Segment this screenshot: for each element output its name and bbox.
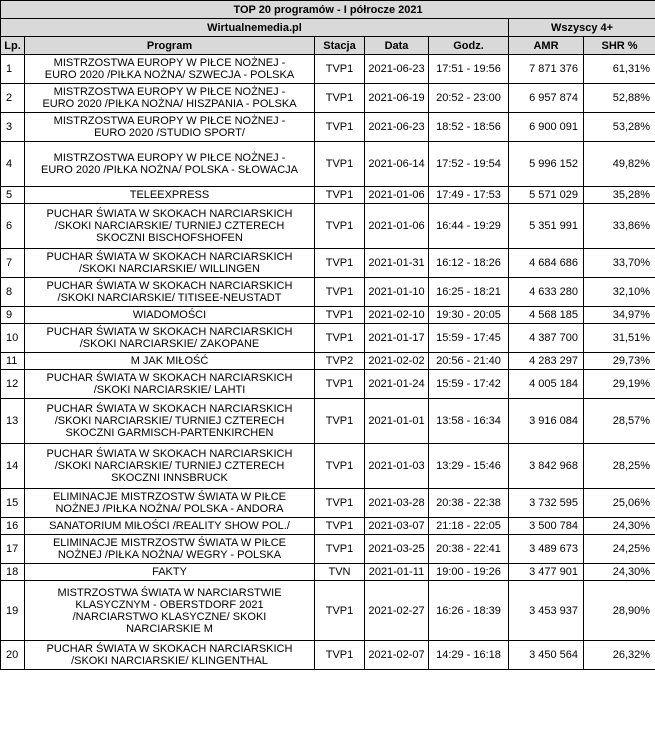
cell-stacja: TVP1	[315, 641, 365, 670]
cell-godz: 18:52 - 18:56	[429, 113, 509, 142]
cell-amr: 4 633 280	[509, 278, 584, 307]
cell-shr: 35,28%	[584, 187, 655, 204]
cell-amr: 3 732 595	[509, 489, 584, 518]
cell-shr: 29,19%	[584, 370, 655, 399]
cell-program	[25, 353, 315, 370]
table-row	[1, 249, 655, 278]
cell-godz: 17:52 - 19:54	[429, 142, 509, 187]
cell-program	[25, 187, 315, 204]
cell-data: 2021-02-27	[365, 581, 429, 641]
cell-program	[25, 324, 315, 353]
cell-amr: 5 571 029	[509, 187, 584, 204]
cell-data: 2021-01-01	[365, 399, 429, 444]
cell-amr: 3 916 084	[509, 399, 584, 444]
cell-amr: 4 387 700	[509, 324, 584, 353]
program-line: MISTRZOSTWA EUROPY W PIŁCE NOŻNEJ -	[53, 86, 286, 98]
program-line: EURO 2020 /PIŁKA NOŻNA/ SZWECJA - POLSKA	[44, 69, 295, 81]
cell-stacja: TVP1	[315, 113, 365, 142]
cell-program	[25, 142, 315, 187]
cell-program	[25, 564, 315, 581]
cell-godz: 15:59 - 17:42	[429, 370, 509, 399]
cell-shr: 49,82%	[584, 142, 655, 187]
cell-lp: 7	[1, 249, 25, 278]
program-line: SANATORIUM MIŁOŚCI /REALITY SHOW POL./	[49, 520, 290, 532]
cell-stacja: TVP1	[315, 278, 365, 307]
cell-stacja: TVP1	[315, 518, 365, 535]
cell-amr: 5 996 152	[509, 142, 584, 187]
program-line: PUCHAR ŚWIATA W SKOKACH NARCIARSKICH	[46, 208, 293, 220]
col-header-data: Data	[365, 37, 429, 55]
table-title: TOP 20 programów - I półrocze 2021	[1, 1, 655, 19]
cell-godz: 19:00 - 19:26	[429, 564, 509, 581]
cell-amr: 5 351 991	[509, 204, 584, 249]
program-line: /SKOKI NARCIARSKIE/ ZAKOPANE	[79, 338, 260, 350]
cell-shr: 61,31%	[584, 55, 655, 84]
table-row	[1, 564, 655, 581]
program-line: ELIMINACJE MISTRZOSTW ŚWIATA W PIŁCE	[52, 537, 287, 549]
program-line: PUCHAR ŚWIATA W SKOKACH NARCIARSKICH	[46, 372, 293, 384]
cell-amr: 3 477 901	[509, 564, 584, 581]
cell-shr: 31,51%	[584, 324, 655, 353]
cell-godz: 13:29 - 15:46	[429, 444, 509, 489]
cell-data: 2021-01-03	[365, 444, 429, 489]
table-row	[1, 204, 655, 249]
program-line: M JAK MIŁOŚĆ	[130, 355, 209, 367]
cell-program	[25, 399, 315, 444]
cell-lp: 17	[1, 535, 25, 564]
cell-amr: 4 283 297	[509, 353, 584, 370]
cell-godz: 20:56 - 21:40	[429, 353, 509, 370]
table-row	[1, 113, 655, 142]
cell-data: 2021-06-19	[365, 84, 429, 113]
cell-data: 2021-06-23	[365, 55, 429, 84]
cell-godz: 21:18 - 22:05	[429, 518, 509, 535]
title-row	[1, 1, 655, 19]
program-line: WIADOMOŚCI	[132, 309, 207, 321]
program-line: /SKOKI NARCIARSKIE/ WILLINGEN	[79, 263, 260, 275]
program-line: FAKTY	[152, 566, 187, 578]
table-body	[1, 55, 655, 670]
cell-data: 2021-06-14	[365, 142, 429, 187]
program-line: /SKOKI NARCIARSKIE/ TITISEE-NEUSTADT	[57, 292, 282, 304]
cell-shr: 33,86%	[584, 204, 655, 249]
cell-lp: 16	[1, 518, 25, 535]
cell-godz: 16:25 - 18:21	[429, 278, 509, 307]
program-line: NARCIARSKIE M	[126, 622, 213, 635]
table-row	[1, 518, 655, 535]
cell-lp: 3	[1, 113, 25, 142]
table-row	[1, 142, 655, 187]
cell-lp: 11	[1, 353, 25, 370]
table-row	[1, 535, 655, 564]
program-line: /NARCIARSTWO KLASYCZNE/ SKOKI	[72, 610, 267, 623]
cell-amr: 7 871 376	[509, 55, 584, 84]
cell-data: 2021-02-07	[365, 641, 429, 670]
cell-data: 2021-01-10	[365, 278, 429, 307]
cell-program	[25, 444, 315, 489]
cell-lp: 6	[1, 204, 25, 249]
cell-lp: 2	[1, 84, 25, 113]
cell-amr: 3 489 673	[509, 535, 584, 564]
cell-lp: 20	[1, 641, 25, 670]
cell-amr: 3 450 564	[509, 641, 584, 670]
cell-godz: 16:44 - 19:29	[429, 204, 509, 249]
col-header-lp: Lp.	[1, 37, 25, 55]
cell-shr: 28,90%	[584, 581, 655, 641]
cell-shr: 24,30%	[584, 518, 655, 535]
table-row	[1, 187, 655, 204]
table-row	[1, 399, 655, 444]
cell-stacja: TVP1	[315, 581, 365, 641]
cell-shr: 25,06%	[584, 489, 655, 518]
program-line: EURO 2020 /PIŁKA NOŻNA/ HISZPANIA - POLSKA	[42, 98, 297, 110]
cell-program	[25, 535, 315, 564]
cell-data: 2021-01-17	[365, 324, 429, 353]
program-line: EURO 2020 /PIŁKA NOŻNA/ POLSKA - SŁOWACJA	[41, 164, 298, 176]
cell-godz: 16:12 - 18:26	[429, 249, 509, 278]
cell-stacja: TVP1	[315, 370, 365, 399]
cell-lp: 14	[1, 444, 25, 489]
col-header-shr: SHR %	[584, 37, 655, 55]
cell-data: 2021-01-11	[365, 564, 429, 581]
program-line: PUCHAR ŚWIATA W SKOKACH NARCIARSKICH	[46, 280, 293, 292]
cell-shr: 24,30%	[584, 564, 655, 581]
program-line: TELEEXPRESS	[129, 189, 210, 201]
cell-data: 2021-01-24	[365, 370, 429, 399]
cell-stacja: TVP1	[315, 535, 365, 564]
program-line: MISTRZOSTWA EUROPY W PIŁCE NOŻNEJ -	[53, 57, 286, 69]
program-line: EURO 2020 /STUDIO SPORT/	[94, 127, 245, 139]
table-row	[1, 581, 655, 641]
cell-program	[25, 307, 315, 324]
program-line: KLASYCZNYM - OBERSTDORF 2021	[75, 598, 264, 611]
cell-stacja: TVP1	[315, 307, 365, 324]
cell-program	[25, 249, 315, 278]
cell-shr: 28,57%	[584, 399, 655, 444]
program-line: SKOCZNI GARMISCH-PARTENKIRCHEN	[65, 427, 274, 439]
cell-data: 2021-02-02	[365, 353, 429, 370]
table-row	[1, 444, 655, 489]
cell-program	[25, 278, 315, 307]
cell-program	[25, 55, 315, 84]
table-row	[1, 641, 655, 670]
source-row	[1, 19, 655, 37]
col-header-stacja: Stacja	[315, 37, 365, 55]
program-line: /SKOKI NARCIARSKIE/ LAHTI	[93, 384, 246, 396]
cell-data: 2021-01-06	[365, 187, 429, 204]
cell-program	[25, 84, 315, 113]
cell-amr: 3 842 968	[509, 444, 584, 489]
cell-godz: 16:26 - 18:39	[429, 581, 509, 641]
program-line: PUCHAR ŚWIATA W SKOKACH NARCIARSKICH	[46, 448, 293, 460]
cell-stacja: TVP2	[315, 353, 365, 370]
cell-godz: 15:59 - 17:45	[429, 324, 509, 353]
cell-stacja: TVP1	[315, 324, 365, 353]
cell-stacja: TVP1	[315, 187, 365, 204]
cell-godz: 13:58 - 16:34	[429, 399, 509, 444]
cell-lp: 1	[1, 55, 25, 84]
cell-shr: 53,28%	[584, 113, 655, 142]
cell-data: 2021-02-10	[365, 307, 429, 324]
table-row	[1, 307, 655, 324]
cell-data: 2021-01-06	[365, 204, 429, 249]
cell-stacja: TVP1	[315, 84, 365, 113]
cell-data: 2021-06-23	[365, 113, 429, 142]
cell-data: 2021-03-25	[365, 535, 429, 564]
cell-amr: 3 500 784	[509, 518, 584, 535]
column-header-row	[1, 37, 655, 55]
program-line: MISTRZOSTWA EUROPY W PIŁCE NOŻNEJ -	[53, 152, 286, 164]
table-row	[1, 370, 655, 399]
cell-stacja: TVP1	[315, 444, 365, 489]
cell-shr: 33,70%	[584, 249, 655, 278]
cell-godz: 20:38 - 22:41	[429, 535, 509, 564]
cell-amr: 4 684 686	[509, 249, 584, 278]
cell-amr: 4 568 185	[509, 307, 584, 324]
cell-amr: 4 005 184	[509, 370, 584, 399]
table-row	[1, 84, 655, 113]
cell-program	[25, 489, 315, 518]
program-line: MISTRZOSTWA EUROPY W PIŁCE NOŻNEJ -	[53, 115, 286, 127]
cell-lp: 19	[1, 581, 25, 641]
cell-program	[25, 113, 315, 142]
cell-stacja: TVN	[315, 564, 365, 581]
cell-lp: 5	[1, 187, 25, 204]
cell-amr: 6 957 874	[509, 84, 584, 113]
cell-lp: 10	[1, 324, 25, 353]
cell-program	[25, 641, 315, 670]
program-line: PUCHAR ŚWIATA W SKOKACH NARCIARSKICH	[46, 403, 293, 415]
cell-shr: 29,73%	[584, 353, 655, 370]
cell-stacja: TVP1	[315, 399, 365, 444]
cell-program	[25, 581, 315, 641]
cell-program	[25, 204, 315, 249]
cell-godz: 20:38 - 22:38	[429, 489, 509, 518]
cell-lp: 15	[1, 489, 25, 518]
cell-lp: 13	[1, 399, 25, 444]
cell-shr: 28,25%	[584, 444, 655, 489]
cell-stacja: TVP1	[315, 55, 365, 84]
audience-header: Wszyscy 4+	[509, 19, 655, 37]
col-header-godz: Godz.	[429, 37, 509, 55]
cell-shr: 52,88%	[584, 84, 655, 113]
cell-godz: 14:29 - 16:18	[429, 641, 509, 670]
program-line: /SKOKI NARCIARSKIE/ KLINGENTHAL	[71, 655, 268, 667]
program-line: PUCHAR ŚWIATA W SKOKACH NARCIARSKICH	[46, 251, 293, 263]
program-line: SKOCZNI BISCHOFSHOFEN	[96, 232, 243, 244]
program-line: SKOCZNI INNSBRUCK	[111, 472, 228, 484]
cell-program	[25, 370, 315, 399]
cell-shr: 24,25%	[584, 535, 655, 564]
program-line: NOŻNEJ /PIŁKA NOŻNA/ WEGRY - POLSKA	[57, 549, 282, 561]
program-line: NOŻNEJ /PIŁKA NOŻNA/ POLSKA - ANDORA	[55, 503, 284, 515]
cell-data: 2021-03-07	[365, 518, 429, 535]
table-source: Wirtualnemedia.pl	[1, 19, 509, 37]
cell-stacja: TVP1	[315, 249, 365, 278]
cell-data: 2021-03-28	[365, 489, 429, 518]
cell-shr: 32,10%	[584, 278, 655, 307]
cell-lp: 8	[1, 278, 25, 307]
cell-godz: 19:30 - 20:05	[429, 307, 509, 324]
table-row	[1, 353, 655, 370]
cell-lp: 18	[1, 564, 25, 581]
cell-amr: 3 453 937	[509, 581, 584, 641]
program-line: /SKOKI NARCIARSKIE/ TURNIEJ CZTERECH	[54, 220, 285, 232]
program-line: PUCHAR ŚWIATA W SKOKACH NARCIARSKICH	[46, 643, 293, 655]
cell-program	[25, 518, 315, 535]
cell-stacja: TVP1	[315, 204, 365, 249]
table-row	[1, 278, 655, 307]
cell-godz: 17:49 - 17:53	[429, 187, 509, 204]
program-line: ELIMINACJE MISTRZOSTW ŚWIATA W PIŁCE	[52, 491, 287, 503]
cell-godz: 17:51 - 19:56	[429, 55, 509, 84]
cell-data: 2021-01-31	[365, 249, 429, 278]
cell-lp: 4	[1, 142, 25, 187]
program-line: /SKOKI NARCIARSKIE/ TURNIEJ CZTERECH	[54, 415, 285, 427]
cell-shr: 26,32%	[584, 641, 655, 670]
col-header-program: Program	[25, 37, 315, 55]
cell-lp: 9	[1, 307, 25, 324]
cell-stacja: TVP1	[315, 489, 365, 518]
col-header-amr: AMR	[509, 37, 584, 55]
program-line: /SKOKI NARCIARSKIE/ TURNIEJ CZTERECH	[54, 460, 285, 472]
program-line: PUCHAR ŚWIATA W SKOKACH NARCIARSKICH	[46, 326, 293, 338]
table-row	[1, 489, 655, 518]
cell-shr: 34,97%	[584, 307, 655, 324]
cell-lp: 12	[1, 370, 25, 399]
cell-amr: 6 900 091	[509, 113, 584, 142]
cell-godz: 20:52 - 23:00	[429, 84, 509, 113]
table-row	[1, 55, 655, 84]
cell-stacja: TVP1	[315, 142, 365, 187]
program-line: MISTRZOSTWA ŚWIATA W NARCIARSTWIE	[57, 586, 282, 599]
table-row	[1, 324, 655, 353]
